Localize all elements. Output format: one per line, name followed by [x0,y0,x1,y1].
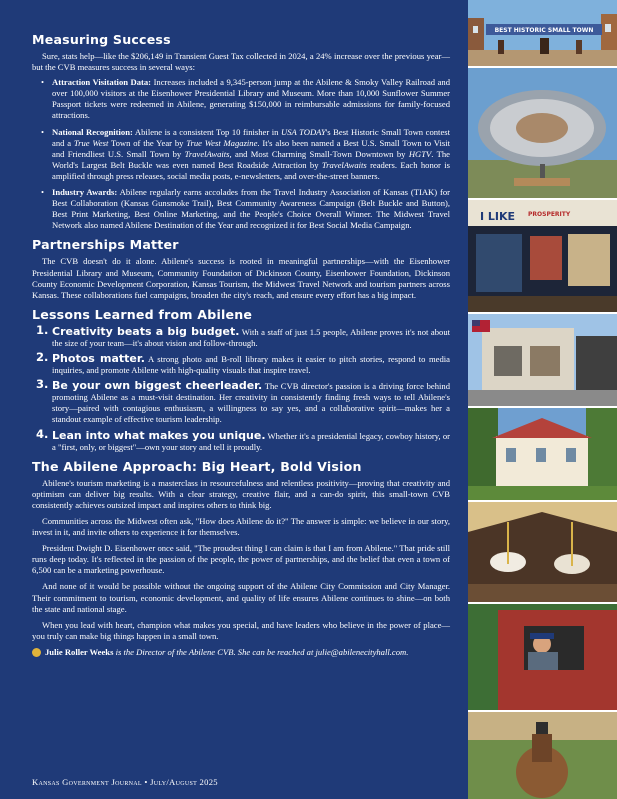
lesson-number: 3. [36,377,49,392]
lesson-text: A strong photo and B-roll library makes it easier to pitch stories, respond to media inquiries, and promote Abilene with high-quality visuals that inspire travel. [52,353,450,376]
approach-heading: The Abilene Approach: Big Heart, Bold Vision [32,458,362,474]
lesson-lead: Photos matter. [52,351,145,365]
footer-publication: Kansas Government Journal • July/August 2025 [32,777,218,787]
downtown-street-image [468,0,617,66]
lesson-item [36,426,450,453]
author-name: Julie Roller Weeks [45,646,114,657]
carousel-image [468,502,617,602]
cowboy-horse-image [468,712,617,799]
lesson-lead: Creativity beats a big budget. [52,324,240,338]
bullet-text: Increases included a 9,345-person jump at the Abilene & Smoky Valley Railroad and over 100,000 visitors at the Eisenhower Presidential Library and Museum. More than 10,000 Sunflower Summer Passport tickets were redeemed in Abilene, generating $150,000 in reimbursable admissions for family-focused attractions. [52,77,450,121]
victorian-house-image [468,408,617,500]
lesson-item [36,377,450,425]
bullet-title: Industry Awards: [52,187,118,198]
approach-paragraph: Abilene's tourism marketing is a masterclass in resourcefulness and relentless positivity—proving that creativity and optimism can deliver big results. With a clear strategy, creative flair, and a can-do spirit, this small-town CVB consistently achieves outsized impact and inspires others to think big. [32,477,450,510]
author-bio-text [45,647,408,658]
lesson-number: 1. [36,322,49,337]
storefront-mural-image [468,314,617,406]
lessons-heading: Lessons Learned from Abilene [32,306,253,322]
measuring-success-section [32,32,450,231]
museum-sign-ike: I LIKE [480,210,516,223]
bullet-text: readers. Each honor is amplified through press releases, social media posts, e-newsletters, and over-the-street banners. [52,159,450,181]
lesson-number: 2. [36,349,49,364]
lesson-number: 4. [36,426,49,441]
photo-museum [468,200,617,314]
author-description: is the Director of the Abilene CVB. She can be reached at julie@abilenecityhall.com. [113,646,409,657]
photo-downtown-street [468,0,617,68]
success-bullets [32,77,450,231]
bullet-text: . It's also been named a Best U.S. Small Town to Visit and Friendliest U.S. Small Town by [52,137,450,159]
photo-belt-buckle [468,68,617,200]
publication-name: True West [73,137,109,148]
approach-paragraph: Communities across the Midwest often ask, "How does Abilene do it?" The answer is simple: we believe in our story, invest in it, and invite others to experience it for themselves. [32,516,450,538]
photo-cowboy-horse [468,712,617,799]
photo-storefront [468,314,617,408]
bullet-text: . The World's Largest Belt Buckle was even named Best Roadside Attraction by [52,148,450,170]
bullet-text: , and Most Charming Small-Town Downtown by [229,148,409,159]
bullet-title: Attraction Visitation Data: [52,77,152,88]
lessons-section [32,307,450,453]
bullet-attraction [52,77,450,121]
bullet-text: Abilene regularly earns accolades from the Travel Industry Association of Kansas (TIAK) for Best Collaboration (Kansas Gunsmoke Trail), Best Community Awareness Campaign (Belt Buckle and Button), Best Print Marketing, Best Online Marketing, and the People's Choice Overall Winner. The Midwest Travel Network also named Abilene Destination of the Year and recognized it for Best Social Media Campaign. [52,187,450,231]
approach-paragraph: And none of it would be possible without the ongoing support of the Abilene City Commission and City Manager. Their commitment to tourism, economic development, and quality of life ensures Abilene continues to shine—on both the state and national stage. [32,581,450,614]
author-bullet-icon [32,648,41,657]
lessons-list [32,322,451,453]
lesson-text: Whether it's a presidential legacy, cowboy history, or a "first, only, or biggest"—own your story and tell it proudly. [52,430,450,452]
article-column [32,32,450,658]
approach-paragraph: President Dwight D. Eisenhower once said, "The proudest thing I can claim is that I am from Abilene." That pride still runs deep today. It's reflected in the passion of the people, the power of partnerships, and the belief that even a town of 6,500 can be a marketing powerhouse. [32,543,450,576]
bullet-text: Abilene is a consistent Top 10 finisher in [134,126,281,137]
lesson-item [36,349,450,376]
lesson-lead: Lean into what makes you unique. [52,428,266,442]
lesson-text: With a staff of just 1.5 people, Abilene proves it's not about the size of your team—it's about vision and follow-through. [52,326,451,348]
photo-victorian-house [468,408,617,502]
publication-name: USA TODAY [281,126,326,137]
publication-name: True West Magazine [186,137,258,148]
photo-strip [468,0,617,799]
bullet-text: Town of the Year by [108,137,187,148]
author-bio [32,647,450,658]
partnerships-text: The CVB doesn't do it alone. Abilene's success is rooted in meaningful partnerships—with the Eisenhower Presidential Library and Museum, Community Foundation of Dickinson County, Eisenhower Foundation, Dickinson County Economic Development Corporation, Kansas Tourism, the Midwest Travel Network and tourism partners across Kansas. These collaborations fuel campaigns, broaden the city's reach, and ensure every effort has a big impact. [32,256,450,300]
museum-exhibit-image [468,200,617,312]
measuring-success-heading: Measuring Success [32,32,171,47]
belt-buckle-image [468,68,617,198]
publication-name: TravelAwaits [184,148,230,159]
bullet-text: 's Best Historic Small Town contest and a [52,126,450,148]
lesson-lead: Be your own biggest cheerleader. [52,379,263,393]
bullet-recognition [52,127,450,182]
approach-section [32,459,450,658]
street-banner-text: BEST HISTORIC SMALL TOWN [494,27,594,34]
bullet-title: National Recognition: [52,126,133,137]
approach-paragraph: When you lead with heart, champion what makes you special, and have leaders who believe in the power of place—you truly can make big things happen in a small town. [32,619,450,641]
partnerships-section [32,237,450,300]
lesson-item [36,322,451,349]
publication-name: HGTV [408,148,432,159]
bullet-awards [52,187,450,231]
photo-carousel [468,502,617,604]
publication-name: TravelAwaits [321,159,367,170]
lesson-text: The CVB director's passion is a driving force behind promoting Abilene as a must-visit destination. Her creativity in consistently finding fresh ways to tell Abilene's story—paired with contagious enthusiasm, a willingness to say yes, and a collaborative spirit—makes her a standout example of effective tourism leadership. [52,381,450,425]
museum-sign-prosperity: PROSPERITY [528,211,571,218]
measuring-intro: Sure, stats help—like the $206,149 in Transient Guest Tax collected in 2024, a 24% increase over the previous year—but the CVB measures success in several ways: [32,51,450,73]
photo-train-conductor [468,604,617,712]
train-conductor-image [468,604,617,710]
partnerships-heading: Partnerships Matter [32,237,179,253]
